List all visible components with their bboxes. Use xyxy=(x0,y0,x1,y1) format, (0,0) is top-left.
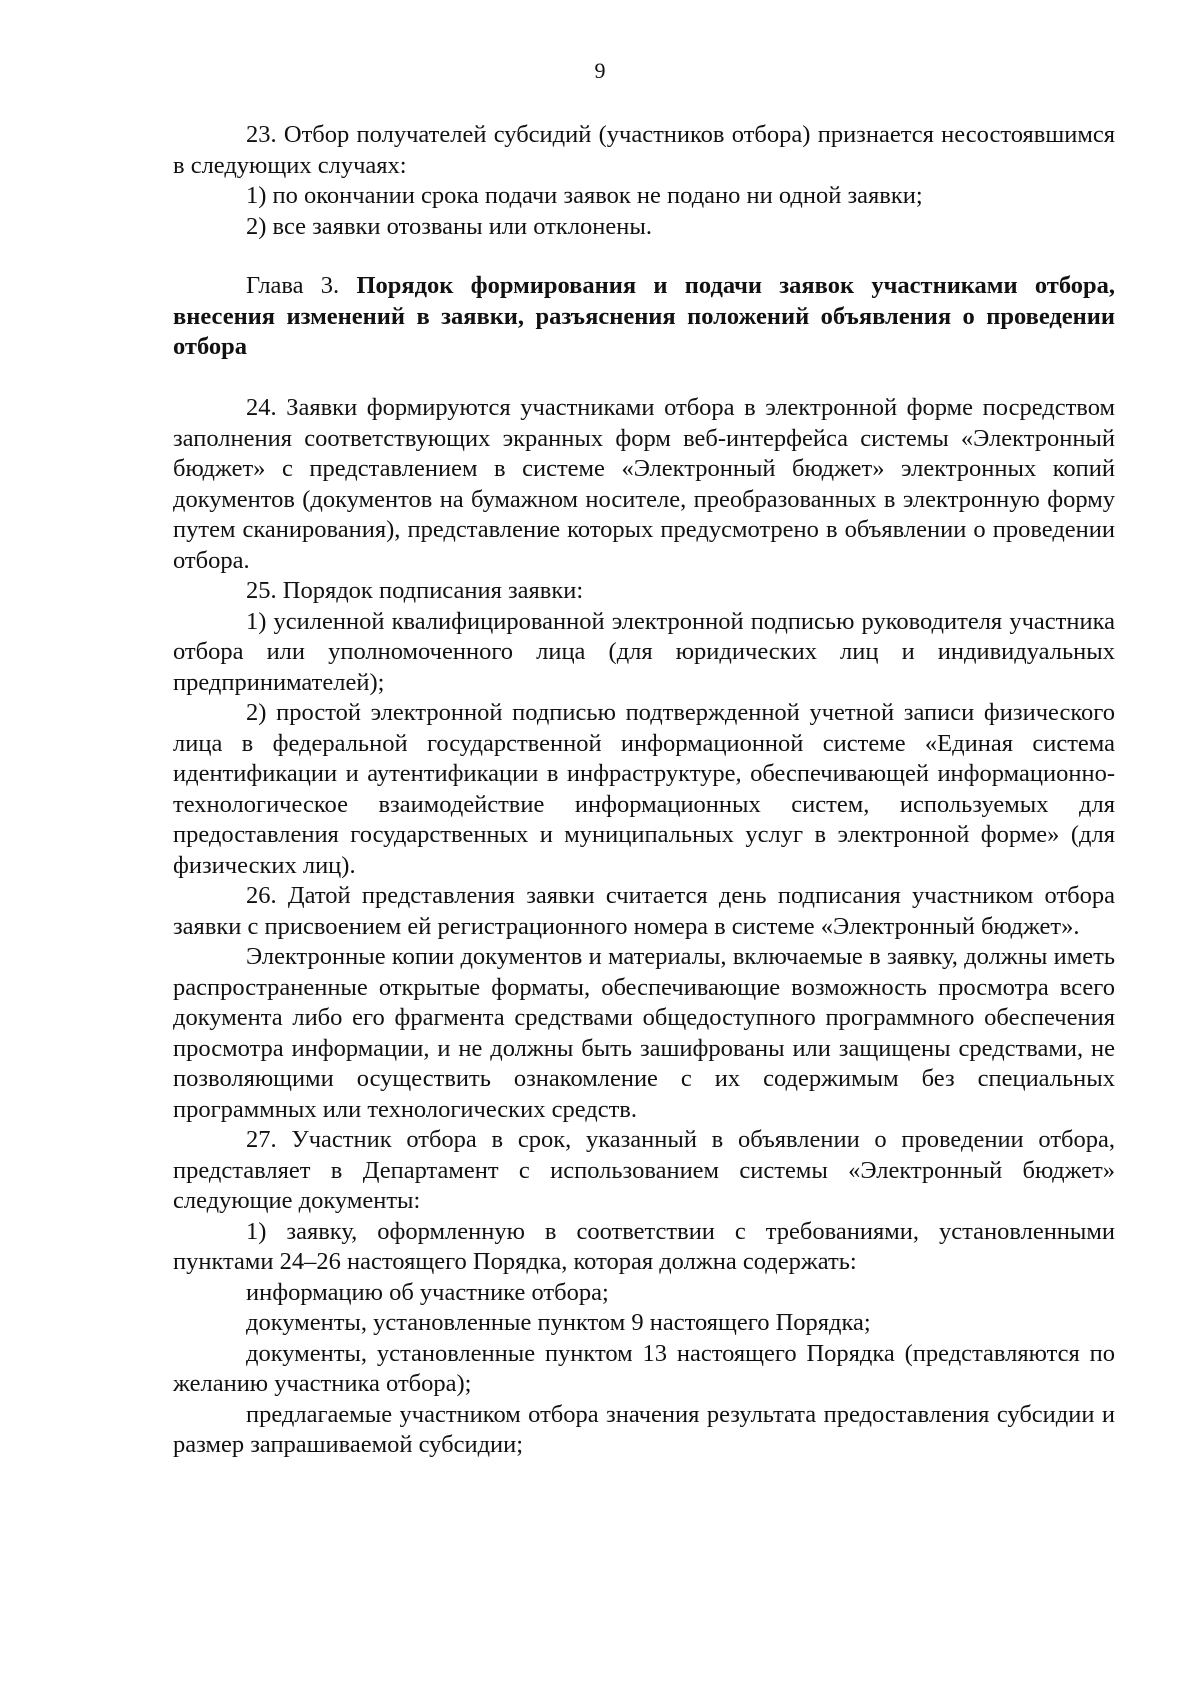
chapter-title-text: Порядок формирования и подачи заявок участниками отбора, внесения изменений в заявки, разъяснения положений объявления о проведении отбора xyxy=(173,272,1116,360)
paragraph-23-item-2: 2) все заявки отозваны или отклонены. xyxy=(246,212,652,240)
paragraph-23-item-1: 1) по окончании срока подачи заявок не подано ни одной заявки; xyxy=(246,182,923,209)
paragraph-23: 23. Отбор получателей субсидий (участников отбора) признается несостоявшимся в следующих случаях: xyxy=(173,121,1115,179)
paragraph-24: 24. Заявки формируются участниками отбора в электронной форме посредством заполнения соответствующих экранных форм веб-интерфейса системы «Электронный бюджет» с представлением в системе «Электронный бюджет» электронных копий документов (документов на бумажном носителе, преобразованных в электронную форму путем сканирования), представление которых предусмотрено в объявлении о проведении отбора. xyxy=(173,394,1115,574)
chapter-3-body xyxy=(173,393,1115,1461)
chapter-prefix: Глава 3. xyxy=(246,272,340,299)
paragraph-27-item-1-d: предлагаемые участником отбора значения результата предоставления субсидии и размер запрашиваемой субсидии; xyxy=(173,1400,1115,1458)
paragraph-27-item-1-c: документы, установленные пунктом 13 настоящего Порядка (представляются по желанию участника отбора); xyxy=(173,1339,1115,1397)
chapter-title xyxy=(173,271,1115,363)
section-23 xyxy=(173,120,1115,242)
paragraph-25-item-1: 1) усиленной квалифицированной электронной подписью руководителя участника отбора или уполномоченного лица (для юридических лиц и индивидуальных предпринимателей); xyxy=(173,607,1115,696)
chapter-heading xyxy=(173,271,1115,363)
paragraph-25: 25. Порядок подписания заявки: xyxy=(246,577,584,604)
paragraph-26: 26. Датой представления заявки считается день подписания участником отбора заявки с присвоением ей регистрационного номера в системе «Электронный бюджет». xyxy=(173,882,1115,940)
paragraph-27-item-1: 1) заявку, оформленную в соответствии с требованиями, установленными пунктами 24–26 настоящего Порядка, которая должна содержать: xyxy=(173,1217,1115,1275)
page-number: 9 xyxy=(594,58,606,83)
paragraph-27-item-1-b: документы, установленные пунктом 9 настоящего Порядка; xyxy=(246,1309,871,1336)
paragraph-27-item-1-a: информацию об участнике отбора; xyxy=(246,1278,609,1306)
paragraph-26-continued: Электронные копии документов и материалы, включаемые в заявку, должны иметь распространенные открытые форматы, обеспечивающие возможность просмотра всего документа либо его фрагмента средствами общедоступного программного обеспечения просмотра информации, и не должны быть зашифрованы или защищены средствами, не позволяющими осуществить ознакомление с их содержимым без специальных программных или технологических средств. xyxy=(173,943,1115,1123)
paragraph-27: 27. Участник отбора в срок, указанный в объявлении о проведении отбора, представляет в Департамент с использованием системы «Электронный бюджет» следующие документы: xyxy=(173,1126,1115,1214)
paragraph-25-item-2: 2) простой электронной подписью подтвержденной учетной записи физического лица в федеральной государственной информационной системе «Единая система идентификации и аутентификации в инфраструктуре, обеспечивающей информационно-технологическое взаимодействие информационных систем, используемых для предоставления государственных и муниципальных услуг в электронной форме» (для физических лиц). xyxy=(173,699,1115,879)
